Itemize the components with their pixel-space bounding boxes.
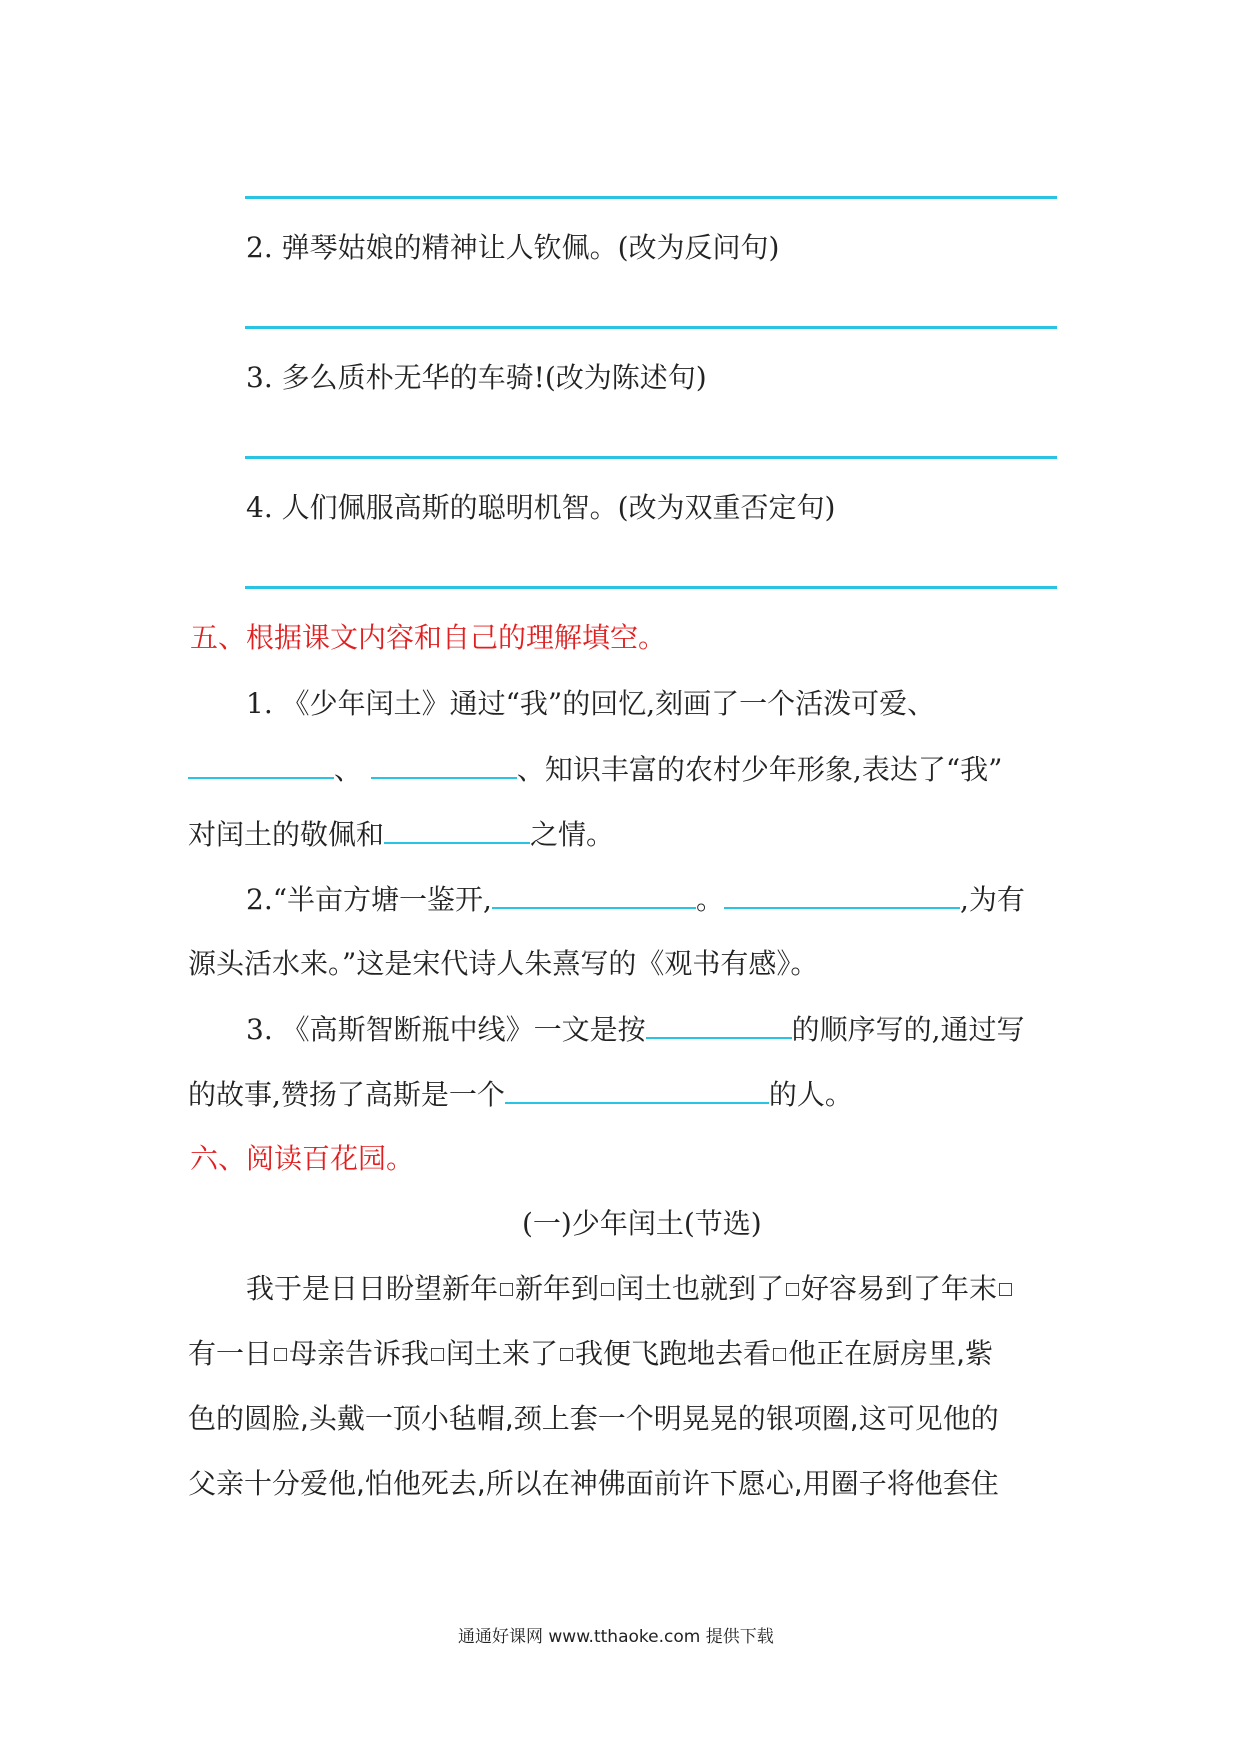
fill-blank[interactable]	[724, 881, 960, 909]
fill-blank[interactable]	[371, 751, 517, 779]
answer-line-q2	[245, 326, 1057, 329]
text: 。	[695, 883, 724, 916]
s5-item2-line1	[246, 881, 1025, 918]
s5-item1-line2	[188, 751, 1002, 788]
text: 的人。	[768, 1078, 853, 1111]
s5-item1-line1: 1. 《少年闰土》通过“我”的回忆,刻画了一个活泼可爱、	[246, 687, 936, 720]
fill-blank[interactable]	[492, 881, 696, 909]
passage-line-1: 我于是日日盼望新年 新年到 闰土也就到了 好容易到了年末	[246, 1271, 1014, 1307]
punct-box[interactable]	[773, 1348, 786, 1361]
fill-blank[interactable]	[646, 1011, 792, 1039]
section-6-heading: 六、阅读百花园。	[190, 1142, 415, 1175]
punct-box[interactable]	[999, 1283, 1012, 1296]
punct-box[interactable]	[560, 1348, 573, 1361]
fill-blank[interactable]	[505, 1076, 769, 1104]
text: ,为有	[959, 883, 1025, 916]
passage-line-4: 父亲十分爱他,怕他死去,所以在神佛面前许下愿心,用圈子将他套住	[188, 1467, 999, 1500]
passage-title: (一)少年闰土(节选)	[522, 1207, 762, 1240]
s5-item1-line3	[188, 816, 614, 853]
section-5-heading: 五、根据课文内容和自己的理解填空。	[190, 621, 667, 654]
answer-line-q3	[245, 456, 1057, 459]
text: 的顺序写的,通过写	[791, 1013, 1025, 1046]
answer-line-q1	[245, 196, 1057, 199]
punct-box[interactable]	[786, 1283, 799, 1296]
question-3: 3. 多么质朴无华的车骑!(改为陈述句)	[246, 361, 707, 394]
s5-item2-line2: 源头活水来。”这是宋代诗人朱熹写的《观书有感》。	[188, 947, 819, 980]
s5-item3-line2	[188, 1076, 853, 1113]
punct-box[interactable]	[274, 1348, 287, 1361]
text: 3. 《高斯智断瓶中线》一文是按	[246, 1013, 646, 1046]
fill-blank[interactable]	[188, 751, 334, 779]
passage-line-3: 色的圆脸,头戴一顶小毡帽,颈上套一个明晃晃的银项圈,这可见他的	[188, 1402, 999, 1435]
text: 的故事,赞扬了高斯是一个	[188, 1078, 505, 1111]
fill-blank[interactable]	[384, 816, 530, 844]
text: 、知识丰富的农村少年形象,表达了“我”	[516, 753, 1003, 786]
answer-line-q4	[245, 586, 1057, 589]
text: 对闰土的敬佩和	[188, 818, 385, 851]
question-4: 4. 人们佩服高斯的聪明机智。(改为双重否定句)	[246, 491, 836, 524]
question-2: 2. 弹琴姑娘的精神让人钦佩。(改为反问句)	[246, 231, 780, 264]
punct-box[interactable]	[601, 1283, 614, 1296]
passage-line-2: 有一日 母亲告诉我 闰土来了 我便飞跑地去看 他正在厨房里,紫	[188, 1337, 993, 1370]
footer-credit: 通通好课网 www.tthaoke.com 提供下载	[458, 1627, 774, 1647]
separator: 、	[334, 753, 363, 786]
text: 之情。	[530, 818, 615, 851]
punct-box[interactable]	[500, 1283, 513, 1296]
text: 2.“半亩方塘一鉴开,	[246, 883, 492, 916]
punct-box[interactable]	[431, 1348, 444, 1361]
s5-item3-line1	[246, 1011, 1025, 1048]
